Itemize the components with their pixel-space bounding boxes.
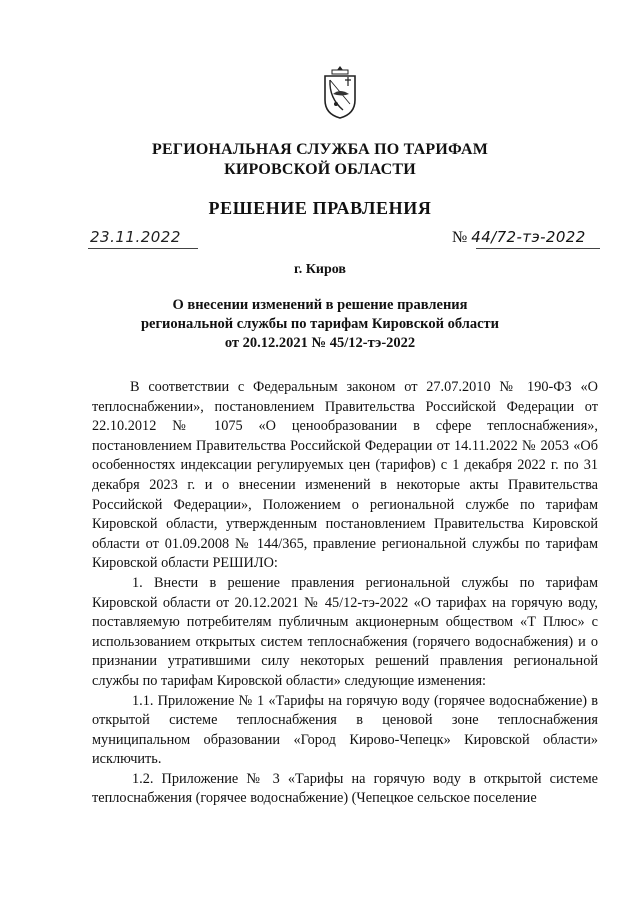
- document-number: [452, 228, 586, 247]
- item-1-2-paragraph: 1.2. Приложение № 3 «Тарифы на горячую воду в открытой системе теплоснабжения (горячее водоснабжение) (Чепецкое сельское поселение: [92, 770, 598, 807]
- number-value: 44/72-тэ-2022: [471, 228, 586, 246]
- document-date: 23.11.2022: [90, 228, 181, 246]
- preamble-paragraph: В соответствии с Федеральным законом от 27.07.2010 № 190-ФЗ «О теплоснабжении», постановлением Правительства Российской Федерации от 22.10.2012 № 1075 «О ценообразовании в сфере теплоснабжения», постановлением Правительства Российской Федерации от 14.11.2022 № 2053 «Об особенностях индексации регулируемых цен (тарифов) с 1 декабря 2022 г. по 31 декабря 2023 г. и о внесении изменений в некоторые акты Правительства Российской Федерации», Положением о региональной службе по тарифам Кировской области, утвержденным постановлением Правительства Кировской области от 01.09.2008 № 144/365, правление региональной службы по тарифам Кировской области РЕШИЛО:: [92, 379, 598, 572]
- document-body: [92, 378, 598, 809]
- org-line-1: РЕГИОНАЛЬНАЯ СЛУЖБА ПО ТАРИФАМ: [151, 141, 489, 158]
- number-underline: [476, 248, 600, 249]
- coat-of-arms-icon: [321, 64, 359, 120]
- org-line-2: КИРОВСКОЙ ОБЛАСТИ: [224, 161, 416, 178]
- document-subject: [0, 296, 640, 353]
- subject-line-2: региональной службы по тарифам Кировской области: [140, 316, 500, 332]
- subject-line-1: О внесении изменений в решение правления: [172, 297, 468, 313]
- subject-line-3: от 20.12.2021 № 45/12-тэ-2022: [224, 335, 416, 351]
- number-sign: №: [452, 229, 468, 246]
- item-1-1-paragraph: 1.1. Приложение № 1 «Тарифы на горячую воду (горячее водоснабжение) в открытой системе теплоснабжения в ценовой зоне теплоснабжения муниципальном образовании «Город Кирово-Чепецк» Кировской области» исключить.: [92, 692, 598, 768]
- document-title: РЕШЕНИЕ ПРАВЛЕНИЯ: [208, 198, 432, 218]
- city: г. Киров: [294, 262, 346, 277]
- organization-name: [0, 140, 640, 180]
- date-underline: [88, 248, 198, 249]
- item-1-paragraph: 1. Внести в решение правления региональной службы по тарифам Кировской области от 20.12.2021 № 45/12-тэ-2022 «О тарифах на горячую воду, поставляемую потребителям публичным акционерным обществом «Т Плюс» с использованием открытых систем теплоснабжения (горячего водоснабжения) и о признании утратившими силу некоторых решений правления региональной службы по тарифам Кировской области» следующие изменения:: [92, 574, 598, 689]
